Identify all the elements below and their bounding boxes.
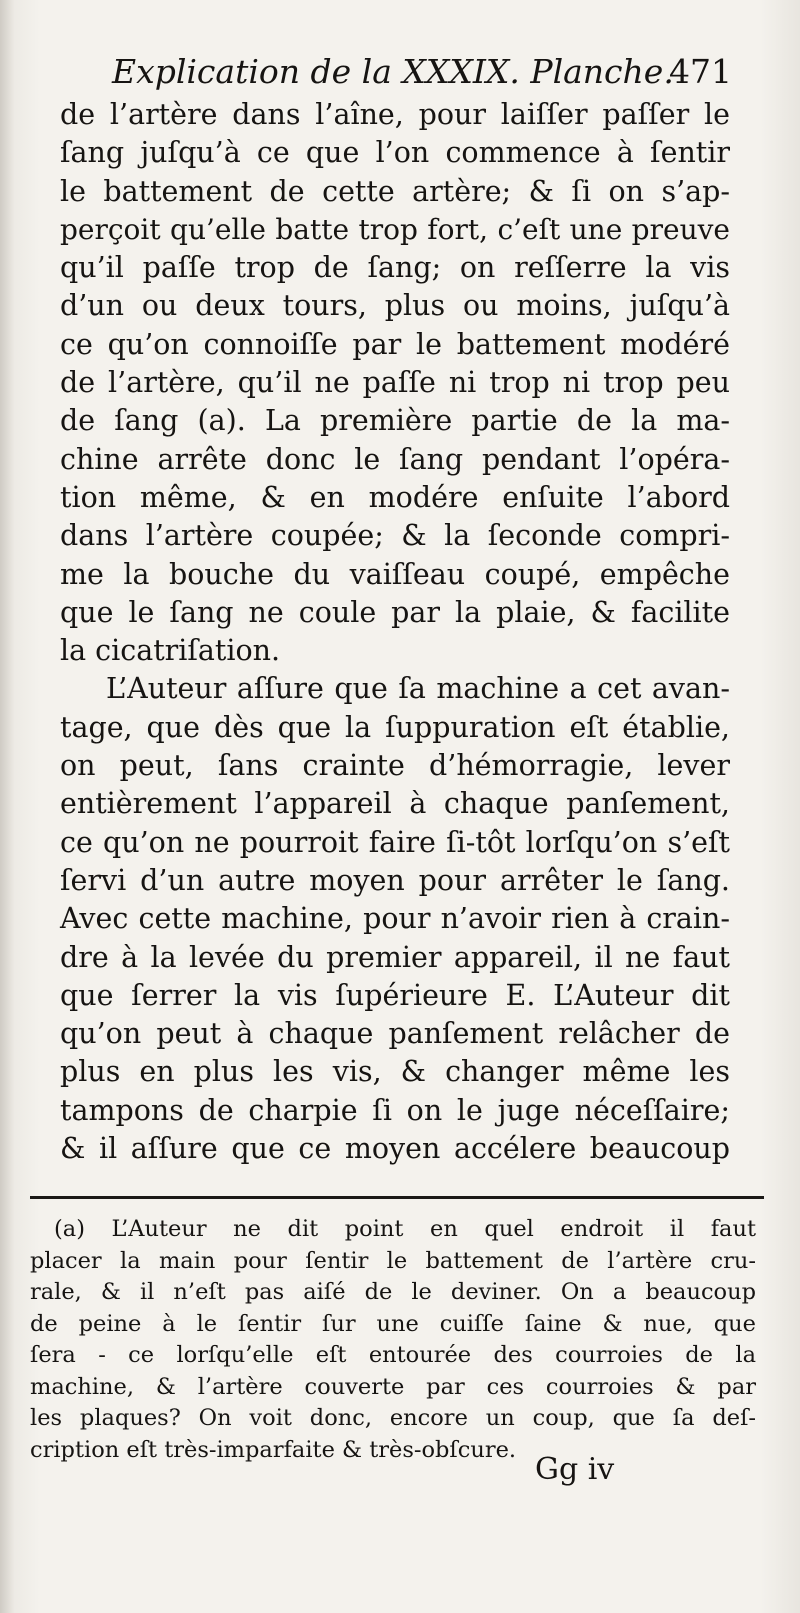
- text-line: dre à la levée du premier appareil, il ne faut: [60, 940, 730, 974]
- footnote: [30, 1214, 756, 1466]
- footnote-line: rale, & il n’eſt pas aiſé de le deviner. On a beaucoup: [30, 1279, 756, 1305]
- text-line: que ſerrer la vis ſupérieure E. L’Auteur dit: [60, 978, 730, 1012]
- body-text: [60, 96, 730, 1168]
- text-line: ſervi d’un autre moyen pour arrêter le ſang.: [60, 863, 730, 897]
- text-line: tion même, & en modére enſuite l’abord: [60, 480, 730, 514]
- text-line: qu’on peut à chaque panſement relâcher de: [60, 1017, 730, 1051]
- text-line: dans l’artère coupée; & la ſeconde compri-: [60, 519, 730, 553]
- signature-mark: Gg iv: [535, 1452, 615, 1487]
- text-line: qu’il paſſe trop de ſang; on reſſerre la vis: [60, 251, 730, 285]
- text-line: on peut, ſans crainte d’hémorragie, lever: [60, 749, 730, 783]
- text-line: plus en plus les vis, & changer même les: [60, 1055, 730, 1089]
- footnote-line: placer la main pour ſentir le battement de l’artère cru-: [30, 1247, 756, 1274]
- footnote-line: machine, & l’artère couverte par ces courroies & par: [30, 1373, 756, 1400]
- text-line: ſang juſqu’à ce que l’on commence à ſentir: [60, 136, 730, 170]
- running-header: [112, 52, 732, 92]
- footnote-line: (a) L’Auteur ne dit point en quel endroit il faut: [54, 1216, 756, 1242]
- text-line: d’un ou deux tours, plus ou moins, juſqu’à: [60, 289, 730, 323]
- text-line: entièrement l’appareil à chaque panſement,: [60, 787, 730, 821]
- text-line: tampons de charpie ſi on le juge néceſſaire;: [60, 1093, 730, 1127]
- footnote-line: cription eſt très-imparfaite & très-obſcure.: [30, 1436, 517, 1463]
- text-line: & il aſſure que ce moyen accélere beaucoup: [60, 1132, 730, 1166]
- page-gutter: [0, 0, 14, 1613]
- text-line: perçoit qu’elle batte trop fort, c’eſt une preuve: [60, 212, 730, 246]
- text-line: ce qu’on ne pourroit faire ſi-tôt lorſqu’on s’eſt: [60, 825, 730, 859]
- running-title: Explication de la XXXIX. Planche.: [112, 52, 674, 91]
- text-line: me la bouche du vaiſſeau coupé, empêche: [60, 557, 730, 591]
- text-line: le battement de cette artère; & ſi on s’ap-: [60, 174, 730, 208]
- text-line: tage, que dès que la ſuppuration eſt établie,: [60, 710, 730, 744]
- footnote-rule: [30, 1196, 764, 1199]
- footnote-line: les plaques? On voit donc, encore un coup, que ſa deſ-: [30, 1405, 756, 1431]
- text-line: de l’artère dans l’aîne, pour laiſſer paſſer le: [60, 98, 730, 131]
- text-line: la cicatriſation.: [60, 634, 281, 668]
- footnote-line: de peine à le ſentir ſur une cuiſſe ſaine & nue, que: [30, 1310, 756, 1337]
- footnote-line: ſera - ce lorſqu’elle eſt entourée des courroies de la: [30, 1342, 756, 1368]
- text-line: Avec cette machine, pour n’avoir rien à crain-: [60, 902, 730, 936]
- text-line: de l’artère, qu’il ne paſſe ni trop ni trop peu: [60, 366, 730, 400]
- text-line: chine arrête donc le ſang pendant l’opéra-: [60, 442, 730, 476]
- text-line: L’Auteur aſſure que ſa machine a cet avan-: [106, 672, 730, 706]
- text-line: que le ſang ne coule par la plaie, & facilite: [60, 595, 730, 629]
- page-number: 471: [669, 52, 732, 91]
- text-line: de ſang (a). La première partie de la ma-: [60, 404, 730, 438]
- text-line: ce qu’on connoiſſe par le battement modéré: [60, 327, 730, 361]
